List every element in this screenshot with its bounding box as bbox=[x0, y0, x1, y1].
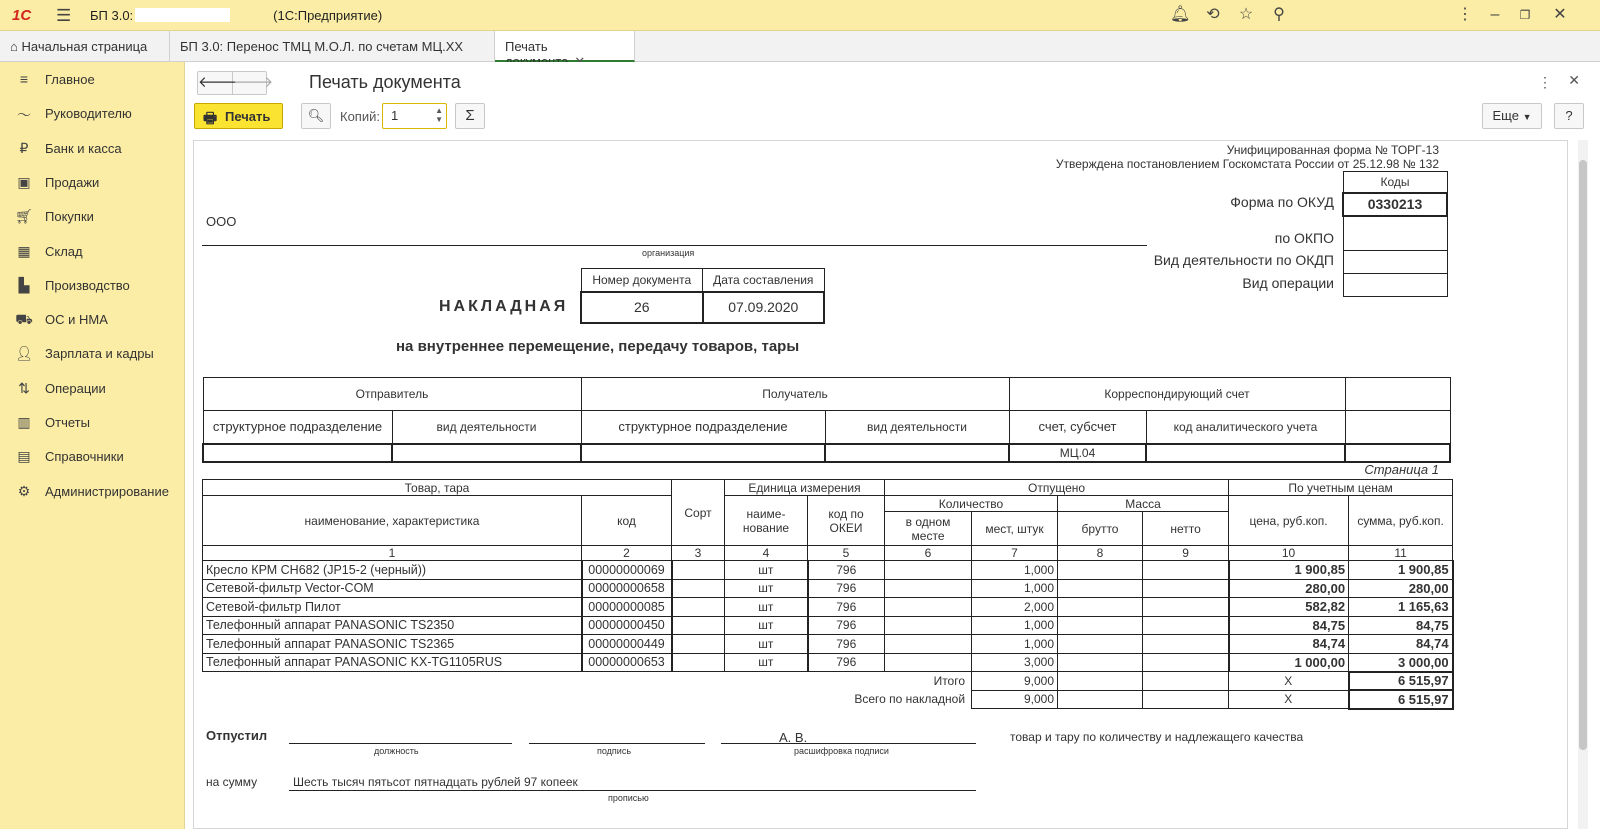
signature-caption: подпись bbox=[597, 746, 632, 756]
docnum-value: 26 bbox=[581, 292, 703, 323]
approved-text: Утверждена постановлением Госкомстата России от 25.12.98 № 132 bbox=[1055, 157, 1439, 171]
item-sort bbox=[672, 579, 725, 598]
sidebar-item-label: Отчеты bbox=[45, 415, 90, 430]
decode-caption: расшифровка подписи bbox=[794, 746, 889, 756]
total-qty: 9,000 bbox=[972, 690, 1058, 709]
unit-header: Единица измерения bbox=[725, 480, 885, 496]
organization-caption: организация bbox=[642, 248, 695, 258]
item-sum: 3 000,00 bbox=[1349, 653, 1453, 672]
item-okei: 796 bbox=[808, 616, 885, 635]
form-name: Унифицированная форма № ТОРГ-13 bbox=[1226, 143, 1439, 157]
sidebar-item-2[interactable] bbox=[0, 134, 185, 164]
item-gross bbox=[1058, 598, 1143, 617]
scroll-thumb[interactable] bbox=[1579, 160, 1587, 750]
item-gross bbox=[1058, 616, 1143, 635]
column-number: 5 bbox=[808, 546, 885, 561]
bag-icon: ▣ bbox=[17, 173, 31, 190]
item-unit: шт bbox=[725, 598, 808, 617]
gross-header: брутто bbox=[1058, 512, 1143, 546]
item-okei: 796 bbox=[808, 579, 885, 598]
item-price: 84,75 bbox=[1229, 616, 1349, 635]
forward-icon[interactable]: 🡒 bbox=[233, 74, 274, 91]
total-qty: 9,000 bbox=[972, 672, 1058, 691]
sidebar-item-8[interactable] bbox=[0, 339, 185, 369]
goods-table bbox=[202, 479, 1454, 710]
decode-line bbox=[721, 743, 976, 744]
sum-button[interactable]: Σ bbox=[455, 103, 485, 129]
signer-name: А. В. bbox=[779, 730, 808, 745]
column-number: 1 bbox=[203, 546, 582, 561]
printer-icon: 🖶 bbox=[203, 110, 218, 127]
restore-icon[interactable]: ❐ bbox=[1519, 8, 1531, 22]
sidebar-item-1[interactable] bbox=[0, 99, 185, 129]
bar-chart-icon: ▥ bbox=[17, 414, 31, 430]
item-net bbox=[1143, 616, 1229, 635]
net-header: нетто bbox=[1143, 512, 1229, 546]
star-icon[interactable]: ☆ bbox=[1238, 6, 1254, 23]
close-window-icon[interactable]: ✕ bbox=[1553, 6, 1567, 23]
copies-label: Копий: bbox=[340, 109, 380, 124]
okdp-value bbox=[1343, 251, 1447, 274]
item-price: 582,82 bbox=[1229, 598, 1349, 617]
docnum-label: Номер документа bbox=[581, 269, 703, 292]
truck-icon: ⛟ bbox=[15, 311, 33, 328]
item-sort bbox=[672, 653, 725, 672]
signature-line bbox=[529, 743, 705, 744]
column-number: 6 bbox=[885, 546, 972, 561]
column-number: 10 bbox=[1229, 546, 1349, 561]
operation-value bbox=[1343, 274, 1447, 297]
analytic-header: код аналитического учета bbox=[1146, 411, 1345, 444]
position-caption: должность bbox=[374, 746, 419, 756]
tab-bar bbox=[0, 31, 1600, 62]
sender-subdiv: структурное подразделение bbox=[203, 411, 392, 444]
item-sum: 84,74 bbox=[1349, 635, 1453, 654]
sidebar-item-label: Администрирование bbox=[45, 483, 169, 499]
bell-icon[interactable]: 🔔︎ bbox=[1170, 6, 1191, 23]
sender-header: Отправитель bbox=[203, 378, 581, 411]
okpo-value bbox=[1343, 216, 1447, 251]
table-row bbox=[203, 635, 1453, 654]
column-numbers bbox=[203, 546, 1453, 561]
released-by-label: Отпустил bbox=[206, 728, 268, 743]
sidebar-item-label: ОС и НМА bbox=[45, 312, 108, 328]
table-row bbox=[203, 579, 1453, 598]
column-number: 3 bbox=[672, 546, 725, 561]
item-qty: 1,000 bbox=[972, 635, 1058, 654]
table-row bbox=[203, 616, 1453, 635]
main-menu-icon[interactable]: ☰ bbox=[56, 6, 72, 25]
okud-label: Форма по ОКУД bbox=[1230, 194, 1334, 210]
item-unit: шт bbox=[725, 616, 808, 635]
factory-icon: ▙ bbox=[18, 276, 30, 293]
codes-header: Коды bbox=[1343, 172, 1447, 193]
item-okei: 796 bbox=[808, 598, 885, 617]
tab-transfer[interactable]: БП 3.0: Перенос ТМЦ М.О.Л. по счетам МЦ.XX bbox=[170, 31, 495, 62]
sender-activity: вид деятельности bbox=[392, 411, 581, 444]
receiver-header: Получатель bbox=[581, 378, 1009, 411]
table-row bbox=[203, 653, 1453, 672]
prices-header: По учетным ценам bbox=[1229, 480, 1453, 496]
grand-row bbox=[203, 690, 1453, 709]
sidebar-item-label: Операции bbox=[45, 380, 106, 396]
date-value: 07.09.2020 bbox=[703, 292, 825, 323]
amount-words: Шесть тысяч пятьсот пятнадцать рублей 97 копеек bbox=[293, 775, 578, 789]
position-line bbox=[289, 743, 512, 744]
code-header: код bbox=[582, 496, 672, 546]
item-okei: 796 bbox=[808, 561, 885, 580]
item-qty: 2,000 bbox=[972, 598, 1058, 617]
words-caption: прописью bbox=[608, 793, 649, 803]
item-okei: 796 bbox=[808, 635, 885, 654]
total-net bbox=[1143, 690, 1229, 709]
account-value: МЦ.04 bbox=[1009, 444, 1146, 462]
sidebar-item-label: Продажи bbox=[45, 174, 100, 190]
item-gross bbox=[1058, 653, 1143, 672]
item-name: Сетевой-фильтр Пилот bbox=[203, 598, 582, 617]
cart-icon: 🛒︎ bbox=[15, 208, 33, 225]
item-name: Кресло КРМ СН682 (JP15-2 (черный)) bbox=[203, 561, 582, 580]
preview-icon: 🔍︎ bbox=[307, 108, 325, 123]
total-x: X bbox=[1229, 690, 1349, 709]
amount-label: на сумму bbox=[206, 775, 258, 789]
document-view bbox=[193, 140, 1568, 829]
item-per-place bbox=[885, 653, 972, 672]
item-sort bbox=[672, 616, 725, 635]
more-icon[interactable]: ⋮ bbox=[1457, 6, 1473, 23]
sidebar-item-label: Производство bbox=[45, 277, 130, 293]
total-gross bbox=[1058, 690, 1143, 709]
sidebar-item-3[interactable] bbox=[0, 168, 185, 198]
home-icon: ⌂ bbox=[10, 39, 18, 54]
item-code: 00000000653 bbox=[582, 653, 672, 672]
amount-line bbox=[289, 790, 976, 791]
item-price: 280,00 bbox=[1229, 579, 1349, 598]
tab-home[interactable]: ⌂ Начальная страница bbox=[0, 31, 170, 62]
item-qty: 3,000 bbox=[972, 653, 1058, 672]
operation-label: Вид операции bbox=[1242, 275, 1334, 291]
nav-buttons bbox=[197, 71, 274, 95]
copies-input[interactable]: 1 ▲ ▼ bbox=[382, 103, 447, 129]
total-gross bbox=[1058, 672, 1143, 691]
item-gross bbox=[1058, 561, 1143, 580]
okdp-label: Вид деятельности по ОКДП bbox=[1153, 252, 1334, 268]
title-bar bbox=[0, 0, 1600, 31]
okpo-label: по ОКПО bbox=[1274, 230, 1334, 246]
per-place-header: в одном месте bbox=[885, 512, 972, 546]
price-header: цена, руб.коп. bbox=[1229, 496, 1349, 546]
total-net bbox=[1143, 672, 1229, 691]
item-gross bbox=[1058, 635, 1143, 654]
column-number: 2 bbox=[582, 546, 672, 561]
goods-note: товар и тару по количеству и надлежащего качества bbox=[1010, 730, 1304, 744]
unit-name-header: наиме-нование bbox=[725, 496, 808, 546]
sender-receiver-table bbox=[202, 377, 1451, 463]
column-number: 11 bbox=[1349, 546, 1453, 561]
item-okei: 796 bbox=[808, 653, 885, 672]
sidebar-item-label: Банк и касса bbox=[45, 140, 122, 156]
item-per-place bbox=[885, 635, 972, 654]
sort-header: Сорт bbox=[672, 480, 725, 546]
item-name: Сетевой-фильтр Vector-COM bbox=[203, 579, 582, 598]
item-qty: 1,000 bbox=[972, 561, 1058, 580]
menu-icon: ≡ bbox=[19, 71, 29, 87]
total-row bbox=[203, 672, 1453, 691]
chart-line-icon: 〜 bbox=[17, 107, 31, 124]
item-price: 1 000,00 bbox=[1229, 653, 1349, 672]
sidebar-item-11[interactable] bbox=[0, 442, 185, 472]
tab-print-document[interactable]: Печать bbox=[495, 31, 635, 62]
item-name: Телефонный аппарат PANASONIC TS2365 bbox=[203, 635, 582, 654]
item-unit: шт bbox=[725, 653, 808, 672]
table-row bbox=[203, 598, 1453, 617]
help-button[interactable]: ? bbox=[1554, 103, 1584, 129]
total-x: X bbox=[1229, 672, 1349, 691]
back-icon[interactable]: 🡐 bbox=[198, 72, 233, 94]
item-unit: шт bbox=[725, 635, 808, 654]
column-number: 7 bbox=[972, 546, 1058, 561]
total-sum: 6 515,97 bbox=[1349, 690, 1453, 709]
item-per-place bbox=[885, 598, 972, 617]
operations-icon: ⇅ bbox=[18, 379, 30, 396]
sidebar-item-label: Покупки bbox=[45, 209, 94, 225]
sidebar-item-0[interactable] bbox=[0, 65, 185, 95]
item-per-place bbox=[885, 579, 972, 598]
sidebar-item-label: Зарплата и кадры bbox=[45, 346, 154, 362]
item-net bbox=[1143, 635, 1229, 654]
item-qty: 1,000 bbox=[972, 579, 1058, 598]
released-header: Отпущено bbox=[885, 480, 1229, 496]
page-title: Печать документа bbox=[309, 72, 461, 92]
spin-icon[interactable]: ▲ ▼ bbox=[435, 106, 443, 124]
item-sort bbox=[672, 635, 725, 654]
item-qty: 1,000 bbox=[972, 616, 1058, 635]
sidebar-item-5[interactable] bbox=[0, 237, 185, 267]
item-net bbox=[1143, 579, 1229, 598]
item-code: 00000000069 bbox=[582, 561, 672, 580]
organization-line bbox=[202, 245, 1147, 246]
history-icon[interactable]: ⟲ bbox=[1206, 6, 1220, 23]
account-header: Корреспондирующий счет bbox=[1009, 378, 1345, 411]
item-sum: 84,75 bbox=[1349, 616, 1453, 635]
column-number: 9 bbox=[1143, 546, 1229, 561]
item-net bbox=[1143, 561, 1229, 580]
more-options-icon[interactable]: ⋮ bbox=[1538, 74, 1552, 90]
document-title: НАКЛАДНАЯ bbox=[439, 298, 569, 315]
item-gross bbox=[1058, 579, 1143, 598]
sum-header: сумма, руб.коп. bbox=[1349, 496, 1453, 546]
item-per-place bbox=[885, 616, 972, 635]
minimize-icon[interactable]: – bbox=[1490, 6, 1500, 23]
document-subtitle: на внутреннее перемещение, передачу товаров, тары bbox=[396, 338, 800, 355]
page-number: Страница 1 bbox=[1364, 462, 1439, 477]
item-code: 00000000449 bbox=[582, 635, 672, 654]
item-unit: шт bbox=[725, 561, 808, 580]
preview-button[interactable] bbox=[301, 103, 331, 129]
person-icon: 👤︎ bbox=[15, 345, 33, 362]
sidebar-item-6[interactable] bbox=[0, 271, 185, 301]
item-net bbox=[1143, 653, 1229, 672]
item-price: 1 900,85 bbox=[1229, 561, 1349, 580]
sidebar-item-label: Справочники bbox=[45, 449, 124, 465]
mass-header: Масса bbox=[1058, 496, 1229, 512]
close-form-icon[interactable]: ✕ bbox=[1568, 72, 1580, 88]
sidebar-item-12[interactable] bbox=[0, 477, 185, 507]
codes-table bbox=[1342, 171, 1448, 297]
date-label: Дата составления bbox=[703, 269, 825, 292]
subaccount-header: счет, субсчет bbox=[1009, 411, 1146, 444]
receiver-subdiv: структурное подразделение bbox=[581, 411, 825, 444]
column-number: 4 bbox=[725, 546, 808, 561]
item-code: 00000000450 bbox=[582, 616, 672, 635]
item-net bbox=[1143, 598, 1229, 617]
sidebar-item-4[interactable] bbox=[0, 202, 185, 232]
scrollbar[interactable] bbox=[1578, 140, 1588, 829]
item-per-place bbox=[885, 561, 972, 580]
total-label: Всего по накладной bbox=[854, 692, 966, 707]
sidebar-item-9[interactable] bbox=[0, 374, 185, 404]
receiver-activity: вид деятельности bbox=[825, 411, 1009, 444]
sidebar-item-label: Склад bbox=[45, 243, 83, 259]
more-button[interactable]: Еще ▼ bbox=[1482, 103, 1542, 129]
sidebar bbox=[0, 62, 185, 829]
total-label: Итого bbox=[933, 674, 966, 688]
app-logo: 1С bbox=[12, 7, 32, 24]
item-name: Телефонный аппарат PANASONIC KX-TG1105RUS bbox=[203, 653, 582, 672]
item-code: 00000000658 bbox=[582, 579, 672, 598]
item-sort bbox=[672, 598, 725, 617]
okud-value: 0330213 bbox=[1343, 193, 1447, 216]
item-sum: 280,00 bbox=[1349, 579, 1453, 598]
search-icon[interactable]: ⚲ bbox=[1273, 6, 1285, 23]
print-button[interactable]: 🖶 Печать bbox=[194, 103, 283, 129]
item-sum: 1 900,85 bbox=[1349, 561, 1453, 580]
ruble-icon: ₽ bbox=[19, 139, 29, 156]
column-number: 8 bbox=[1058, 546, 1143, 561]
okei-header: код по ОКЕИ bbox=[808, 496, 885, 546]
doc-number-table bbox=[580, 268, 825, 324]
sidebar-item-7[interactable] bbox=[0, 305, 185, 335]
item-unit: шт bbox=[725, 579, 808, 598]
total-sum: 6 515,97 bbox=[1349, 672, 1453, 691]
item-price: 84,74 bbox=[1229, 635, 1349, 654]
gear-icon: ⚙ bbox=[17, 482, 31, 499]
sidebar-item-label: Руководителю bbox=[45, 106, 132, 122]
qty-header: Количество bbox=[885, 496, 1058, 512]
dropdown-icon: ▼ bbox=[1522, 112, 1532, 122]
item-code: 00000000085 bbox=[582, 598, 672, 617]
places-header: мест, штук bbox=[972, 512, 1058, 546]
goods-header: Товар, тара bbox=[203, 480, 672, 496]
organization-name: ООО bbox=[206, 214, 237, 229]
sidebar-item-label: Главное bbox=[45, 72, 95, 87]
item-name: Телефонный аппарат PANASONIC TS2350 bbox=[203, 616, 582, 635]
item-sort bbox=[672, 561, 725, 580]
item-sum: 1 165,63 bbox=[1349, 598, 1453, 617]
book-icon: ▤ bbox=[17, 448, 31, 465]
main-panel bbox=[185, 62, 1600, 829]
window-title: БП 3.0: (1С:Предприятие) bbox=[90, 8, 383, 23]
name-header: наименование, характеристика bbox=[203, 496, 582, 546]
redacted-area bbox=[135, 8, 230, 22]
warehouse-icon: ▦ bbox=[17, 242, 31, 259]
sidebar-item-10[interactable] bbox=[0, 408, 185, 438]
table-row bbox=[203, 561, 1453, 580]
